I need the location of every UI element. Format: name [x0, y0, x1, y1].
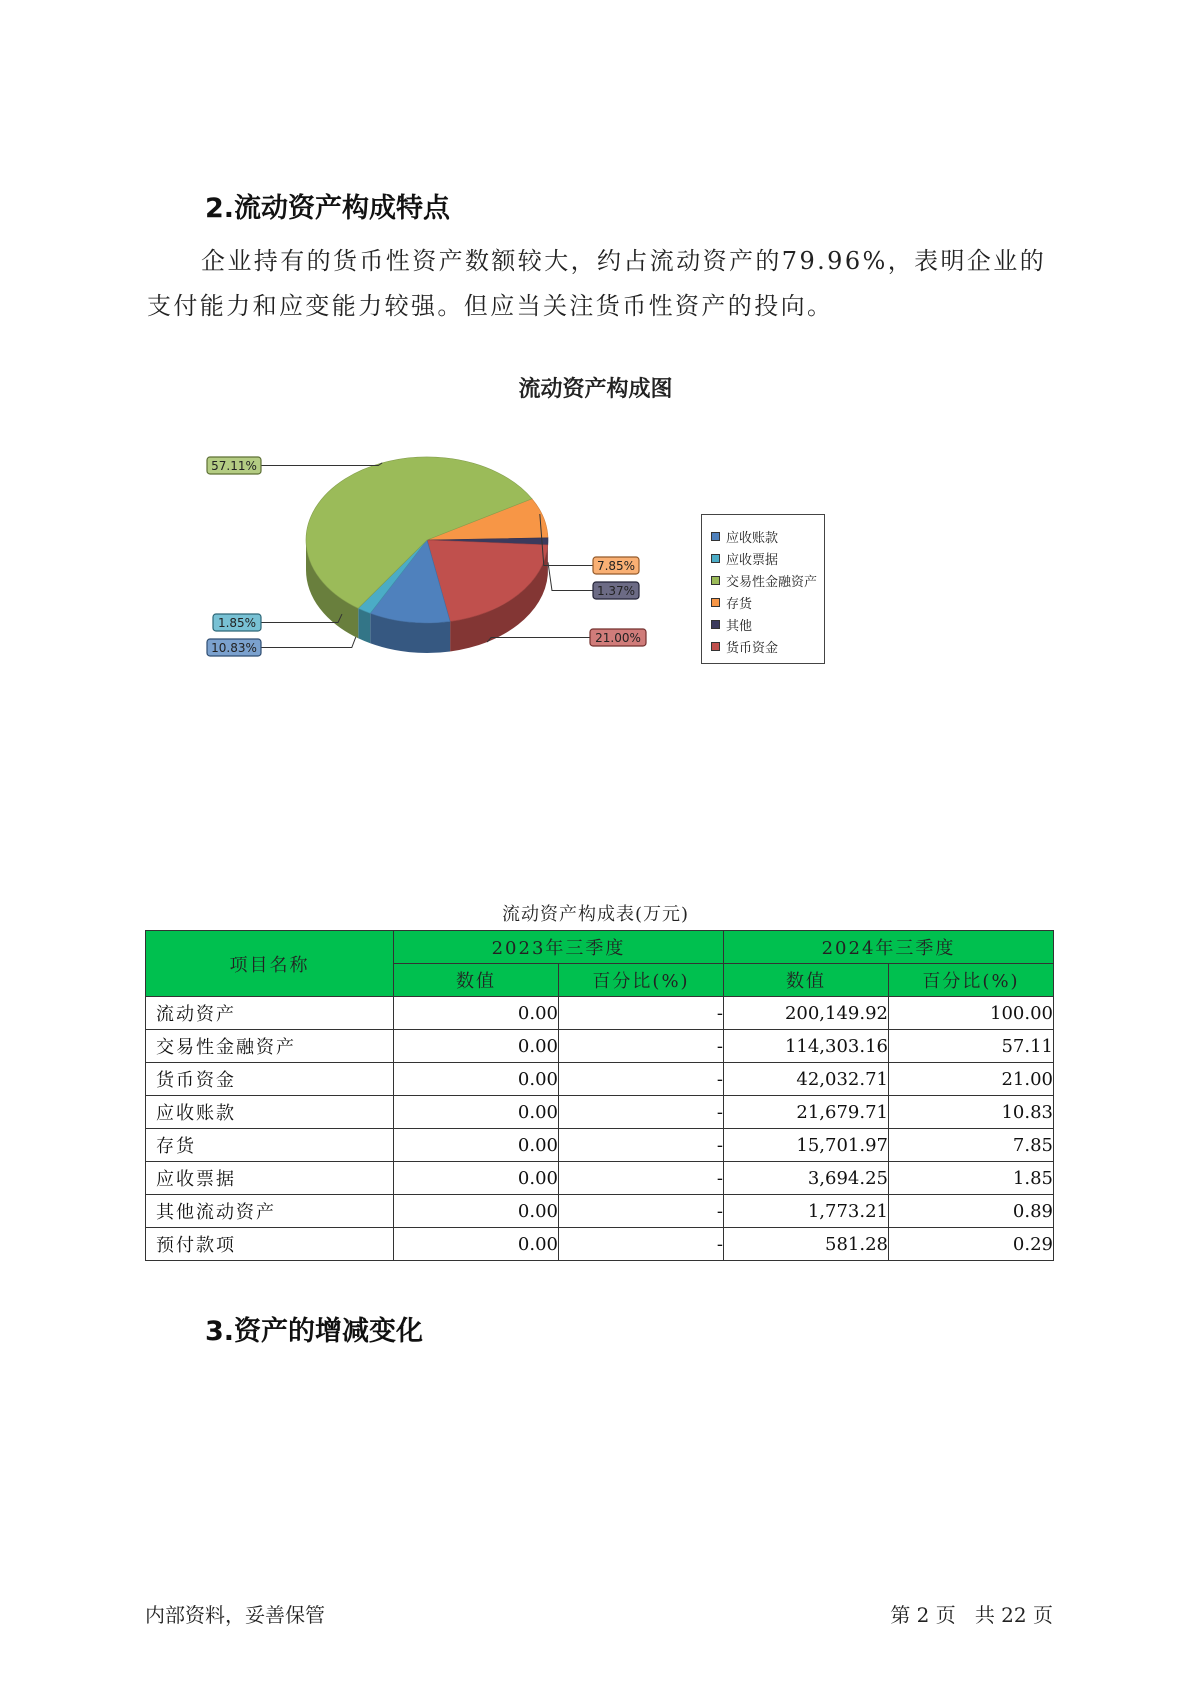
- cell-item-name: 预付款项: [146, 1228, 394, 1261]
- pie-data-label: 21.00%: [595, 631, 641, 645]
- pie-leader-line: [548, 562, 593, 590]
- cell-percent-2023: -: [559, 1195, 724, 1228]
- cell-percent-2023: -: [559, 1162, 724, 1195]
- cell-item-name: 应收账款: [146, 1096, 394, 1129]
- table-row: [146, 1129, 1054, 1162]
- footer-confidential: 内部资料，妥善保管: [145, 1603, 325, 1627]
- legend-label: 存货: [726, 596, 753, 612]
- cell-item-name: 交易性金融资产: [146, 1030, 394, 1063]
- cell-percent-2024: 7.85: [889, 1129, 1054, 1162]
- cell-percent-2024: 0.89: [889, 1195, 1054, 1228]
- header-value-2024: 数值: [724, 964, 889, 997]
- cell-percent-2023: -: [559, 997, 724, 1030]
- cell-percent-2023: -: [559, 1030, 724, 1063]
- paragraph-text: 企业持有的货币性资产数额较大，约占流动资产的79.96%，表明企业的支付能力和应变能力较强。但应当关注货币性资产的投向。: [147, 247, 1047, 320]
- pie-chart: [0, 0, 1191, 720]
- cell-value-2023: 0.00: [394, 1195, 559, 1228]
- legend-swatch: [711, 642, 720, 651]
- cell-item-name: 其他流动资产: [146, 1195, 394, 1228]
- pie-leader-line: [261, 637, 356, 647]
- legend-item: [702, 613, 824, 635]
- cell-percent-2023: -: [559, 1096, 724, 1129]
- cell-percent-2023: -: [559, 1129, 724, 1162]
- pie-data-label: 57.11%: [211, 459, 257, 473]
- cell-percent-2023: -: [559, 1063, 724, 1096]
- pie-leader-line: [261, 463, 382, 466]
- header-percent-2024: 百分比(%): [889, 964, 1054, 997]
- cell-value-2023: 0.00: [394, 1030, 559, 1063]
- legend-label: 应收账款: [726, 530, 779, 546]
- cell-item-name: 流动资产: [146, 997, 394, 1030]
- table-row: [146, 1030, 1054, 1063]
- cell-item-name: 存货: [146, 1129, 394, 1162]
- cell-value-2023: 0.00: [394, 1096, 559, 1129]
- table-row: [146, 1195, 1054, 1228]
- legend-label: 货币资金: [726, 640, 779, 656]
- pie-data-label: 1.85%: [217, 616, 257, 630]
- pie-leader-line: [487, 638, 590, 642]
- table-header-row: [146, 931, 1054, 964]
- chart-legend: [701, 514, 825, 664]
- table-row: [146, 1096, 1054, 1129]
- table-row: [146, 1063, 1054, 1096]
- cell-percent-2024: 0.29: [889, 1228, 1054, 1261]
- cell-percent-2024: 10.83: [889, 1096, 1054, 1129]
- legend-item: [702, 591, 824, 613]
- cell-item-name: 货币资金: [146, 1063, 394, 1096]
- cell-percent-2024: 57.11: [889, 1030, 1054, 1063]
- header-period-2024: 2024年三季度: [724, 931, 1054, 964]
- legend-swatch: [711, 532, 720, 541]
- cell-value-2024: 200,149.92: [724, 997, 889, 1030]
- cell-value-2023: 0.00: [394, 1228, 559, 1261]
- legend-item: [702, 569, 824, 591]
- legend-item: [702, 525, 824, 547]
- cell-percent-2023: -: [559, 1228, 724, 1261]
- legend-label: 交易性金融资产: [726, 574, 818, 590]
- pie-data-label: 10.83%: [211, 641, 257, 655]
- cell-value-2023: 0.00: [394, 1063, 559, 1096]
- header-period-2023: 2023年三季度: [394, 931, 724, 964]
- cell-value-2024: 1,773.21: [724, 1195, 889, 1228]
- cell-value-2023: 0.00: [394, 997, 559, 1030]
- legend-swatch: [711, 554, 720, 563]
- cell-value-2023: 0.00: [394, 1162, 559, 1195]
- cell-value-2023: 0.00: [394, 1129, 559, 1162]
- cell-item-name: 应收票据: [146, 1162, 394, 1195]
- legend-swatch: [711, 620, 720, 629]
- footer-page-number: 第 2 页 共 22 页: [890, 1603, 1053, 1627]
- table-row: [146, 997, 1054, 1030]
- section-heading-2: 2.流动资产构成特点: [205, 193, 451, 224]
- cell-value-2024: 21,679.71: [724, 1096, 889, 1129]
- cell-percent-2024: 21.00: [889, 1063, 1054, 1096]
- header-percent-2023: 百分比(%): [559, 964, 724, 997]
- cell-percent-2024: 100.00: [889, 997, 1054, 1030]
- pie-slice-side: [358, 608, 370, 643]
- pie-data-label: 1.37%: [596, 584, 636, 598]
- current-assets-table: [145, 930, 1054, 1261]
- header-item-name: 项目名称: [146, 931, 394, 997]
- section-heading-3: 3.资产的增减变化: [205, 1316, 424, 1347]
- legend-swatch: [711, 598, 720, 607]
- cell-value-2024: 581.28: [724, 1228, 889, 1261]
- legend-item: [702, 635, 824, 657]
- table-caption: 流动资产构成表(万元): [501, 904, 690, 925]
- table-row: [146, 1162, 1054, 1195]
- legend-item: [702, 547, 824, 569]
- header-value-2023: 数值: [394, 964, 559, 997]
- cell-percent-2024: 1.85: [889, 1162, 1054, 1195]
- table-row: [146, 1228, 1054, 1261]
- cell-value-2024: 114,303.16: [724, 1030, 889, 1063]
- legend-label: 应收票据: [726, 552, 779, 568]
- legend-label: 其他: [726, 618, 753, 634]
- legend-swatch: [711, 576, 720, 585]
- cell-value-2024: 42,032.71: [724, 1063, 889, 1096]
- chart-title: 流动资产构成图: [518, 377, 673, 402]
- cell-value-2024: 3,694.25: [724, 1162, 889, 1195]
- pie-data-label: 7.85%: [596, 559, 636, 573]
- cell-value-2024: 15,701.97: [724, 1129, 889, 1162]
